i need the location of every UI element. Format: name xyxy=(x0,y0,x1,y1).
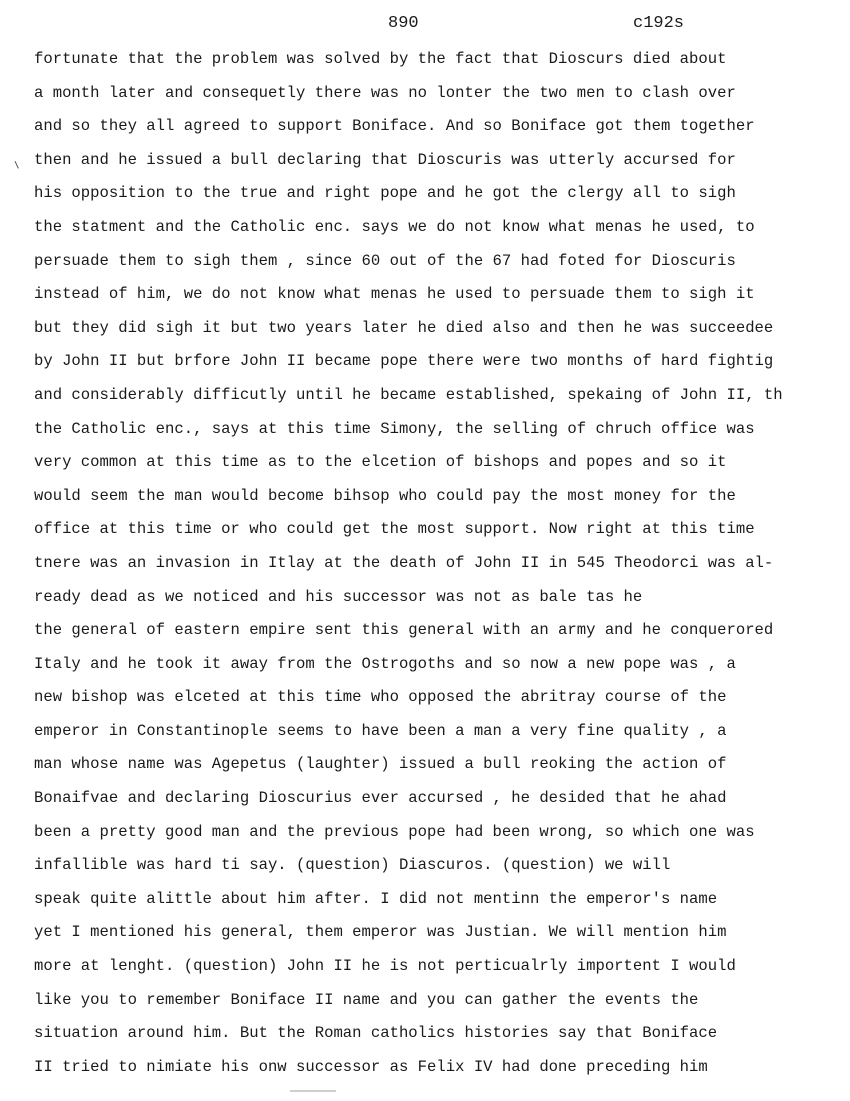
page-header xyxy=(0,14,850,38)
text-line: the Catholic enc., says at this time Simony, the selling of chruch office was xyxy=(34,419,755,438)
text-line: Bonaifvae and declaring Dioscurius ever accursed , he desided that he ahad xyxy=(34,789,727,808)
text-line: persuade them to sigh them , since 60 out of the 67 had foted for Dioscuris xyxy=(34,251,736,270)
text-line: emperor in Constantinople seems to have been a man a very fine quality , a xyxy=(34,721,727,740)
text-line: like you to remember Boniface II name and you can gather the events the xyxy=(34,990,699,1009)
text-line: situation around him. But the Roman catholics histories say that Boniface xyxy=(34,1024,718,1043)
text-line: the statment and the Catholic enc. says we do not know what menas he used, to xyxy=(34,217,755,236)
text-line: speak quite alittle about him after. I did not mentinn the emperor's name xyxy=(34,889,718,908)
text-line: fortunate that the problem was solved by the fact that Dioscurs died about xyxy=(34,50,727,68)
page-number: 890 xyxy=(388,14,419,33)
footer-smudge xyxy=(290,1090,336,1092)
text-line: man whose name was Agepetus (laughter) issued a bull reoking the action of xyxy=(34,755,727,774)
text-line: ready dead as we noticed and his successor was not as bale tas he xyxy=(34,587,643,606)
text-line: would seem the man would become bihsop who could pay the most money for the xyxy=(34,486,736,505)
text-line: been a pretty good man and the previous pope had been wrong, so which one was xyxy=(34,822,755,841)
text-line: II tried to nimiate his onw successor as Felix IV had done preceding him xyxy=(34,1057,708,1076)
text-line: the general of eastern empire sent this general with an army and he conquerored xyxy=(34,621,774,640)
text-line: new bishop was elceted at this time who opposed the abritray course of the xyxy=(34,688,727,707)
text-line: infallible was hard ti say. (question) Diascuros. (question) we will xyxy=(34,856,671,875)
text-line: more at lenght. (question) John II he is not perticualrly importent I would xyxy=(34,957,736,976)
text-line: instead of him, we do not know what menas he used to persuade them to sigh it xyxy=(34,285,755,304)
body-text xyxy=(34,47,834,1088)
text-line: tnere was an invasion in Itlay at the death of John II in 545 Theodorci was al- xyxy=(34,553,774,572)
text-line: by John II but brfore John II became pope there were two months of hard fightig xyxy=(34,352,774,371)
margin-mark xyxy=(15,159,23,168)
text-line: his opposition to the true and right pope and he got the clergy all to sigh xyxy=(34,184,736,203)
text-line: yet I mentioned his general, them emperor was Justian. We will mention him xyxy=(34,923,727,942)
text-line: very common at this time as to the elcetion of bishops and popes and so it xyxy=(34,453,727,472)
text-line: and so they all agreed to support Boniface. And so Boniface got them together xyxy=(34,117,755,136)
text-line: office at this time or who could get the most support. Now right at this time xyxy=(34,520,755,539)
text-line: a month later and consequetly there was no lonter the two men to clash over xyxy=(34,83,736,102)
page-code: c192s xyxy=(633,14,685,33)
text-line: then and he issued a bull declaring that Dioscuris was utterly accursed for xyxy=(34,150,736,169)
text-line: Italy and he took it away from the Ostrogoths and so now a new pope was , a xyxy=(34,654,736,673)
text-line: and considerably difficutly until he became established, spekaing of John II, th xyxy=(34,385,783,404)
text-line: but they did sigh it but two years later he died also and then he was succeedee xyxy=(34,318,774,337)
